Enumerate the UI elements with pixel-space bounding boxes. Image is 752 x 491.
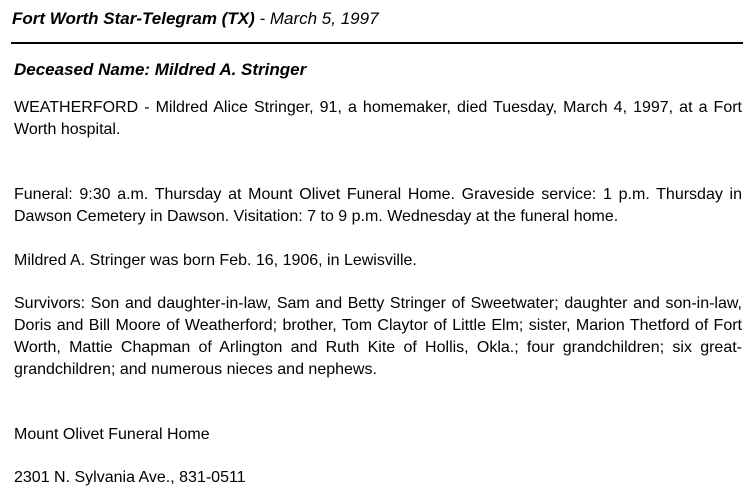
birth-paragraph: Mildred A. Stringer was born Feb. 16, 1906, in Lewisville. (14, 252, 417, 269)
publication-header (12, 9, 379, 29)
funeral-details-paragraph: Funeral: 9:30 a.m. Thursday at Mount Olivet Funeral Home. Graveside service: 1 p.m. Thursday in Dawson Cemetery in Dawson. Visitation: 7 to 9 p.m. Wednesday at the funeral home. (14, 186, 742, 225)
header-separator: - (254, 9, 270, 28)
funeral-home-name: Mount Olivet Funeral Home (14, 426, 210, 443)
newspaper-name: Fort Worth Star-Telegram (TX) (12, 9, 255, 28)
header-divider (11, 42, 743, 44)
survivors-paragraph: Survivors: Son and daughter-in-law, Sam and Betty Stringer of Sweetwater; daughter and son-in-law, Doris and Bill Moore of Weatherford; brother, Tom Claytor of Little Elm; sister, Marion Thetford of Fort Worth, Mattie Chapman of Arlington and Ruth Kite of Hollis, Okla.; four grandchildren; six great-grandchildren; and numerous nieces and nephews. (14, 295, 742, 378)
publication-date: March 5, 1997 (269, 9, 379, 28)
funeral-home-address: 2301 N. Sylvania Ave., 831-0511 (14, 469, 246, 486)
death-notice-paragraph: WEATHERFORD - Mildred Alice Stringer, 91, a homemaker, died Tuesday, March 4, 1997, at a Fort Worth hospital. (14, 99, 742, 138)
deceased-name-heading: Deceased Name: Mildred A. Stringer (14, 60, 307, 79)
